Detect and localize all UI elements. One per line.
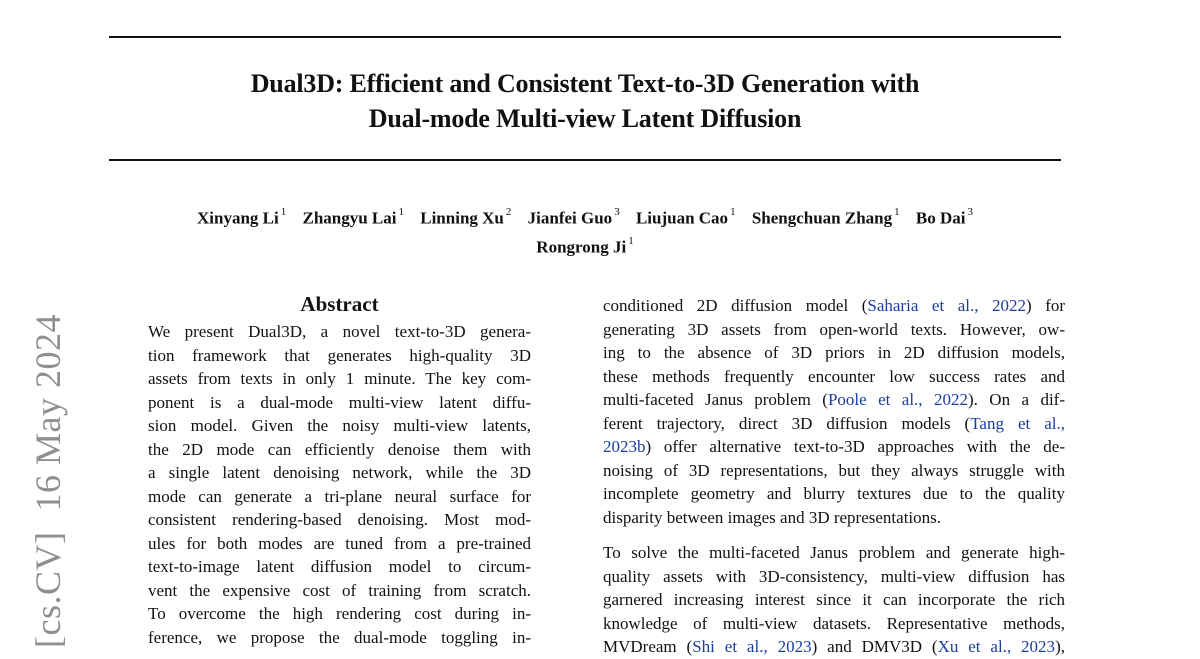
abstract-text bbox=[148, 320, 531, 649]
citation-link[interactable]: Poole et al., 2022 bbox=[827, 390, 968, 409]
citation-link[interactable]: Shi et al., 2023 bbox=[692, 637, 812, 656]
intro-paragraph-1 bbox=[603, 294, 1065, 529]
text-line: quality assets with 3D-consistency, multi-view diffusion has bbox=[603, 566, 1065, 586]
text-run: multi-faceted Janus problem ( bbox=[603, 390, 828, 409]
text-line: tion framework that generates high-quality 3D bbox=[148, 345, 531, 365]
author-name: Liujuan Cao bbox=[635, 208, 729, 228]
text-line: consistent rendering-based denoising. Most mod- bbox=[148, 510, 531, 529]
author-name: Xinyang Li bbox=[197, 208, 279, 228]
text-line bbox=[603, 435, 1065, 459]
text-line: generating 3D assets from open-world texts. However, ow- bbox=[603, 319, 1065, 339]
author-affiliation: 1 bbox=[628, 234, 634, 247]
author-name: Shengchuan Zhang bbox=[751, 208, 893, 228]
citation-link[interactable]: Xu et al., 2023 bbox=[937, 637, 1056, 656]
text-run: ). On a dif- bbox=[967, 390, 1066, 409]
text-line: text-to-image latent diffusion model to circum- bbox=[148, 557, 531, 576]
author-name: Rongrong Ji bbox=[536, 237, 627, 257]
text-line: the 2D mode can efficiently denoise them with bbox=[148, 439, 531, 459]
author bbox=[420, 202, 511, 231]
text-line: ules for both modes are tuned from a pre-trained bbox=[148, 533, 531, 553]
text-line: sion model. Given the noisy multi-view latents, bbox=[148, 416, 531, 435]
arxiv-category: [cs.CV] bbox=[28, 531, 68, 648]
abstract-section bbox=[148, 290, 531, 649]
author-name: Bo Dai bbox=[915, 208, 966, 228]
author bbox=[752, 202, 900, 231]
text-line: vent the expensive cost of training from scratch. bbox=[148, 580, 531, 600]
author-name: Linning Xu bbox=[420, 208, 504, 228]
text-line bbox=[603, 412, 1065, 436]
author bbox=[536, 231, 633, 260]
author-affiliation: 3 bbox=[967, 206, 973, 218]
text-line: incomplete geometry and blurry textures due to the quality bbox=[603, 484, 1065, 503]
title-line-2: Dual-mode Multi-view Latent Diffusion bbox=[368, 104, 802, 133]
text-line: To solve the multi-faceted Janus problem and generate high- bbox=[603, 543, 1065, 562]
citation-link[interactable]: Tang et al., bbox=[970, 413, 1066, 433]
paper-title bbox=[109, 66, 1061, 136]
text-run: ferent trajectory, direct 3D diffusion models ( bbox=[603, 413, 971, 433]
text-line: knowledge of multi-view datasets. Representative methods, bbox=[603, 613, 1065, 633]
text-run: ), bbox=[1055, 637, 1065, 656]
text-line bbox=[603, 635, 1065, 659]
text-line: garnered increasing interest since it can incorporate the rich bbox=[603, 590, 1065, 609]
arxiv-stamp bbox=[26, 314, 70, 648]
text-line bbox=[603, 388, 1065, 412]
author-affiliation: 1 bbox=[398, 206, 404, 218]
text-line: ing to the absence of 3D priors in 2D diffusion models, bbox=[603, 343, 1065, 362]
text-line: assets from texts in only 1 minute. The key com- bbox=[148, 369, 531, 388]
author bbox=[197, 202, 286, 231]
author-name: Zhangyu Lai bbox=[302, 208, 397, 228]
text-line: To overcome the high rendering cost during in- bbox=[148, 604, 531, 623]
author bbox=[302, 202, 404, 231]
text-run: conditioned 2D diffusion model ( bbox=[603, 296, 868, 315]
arxiv-date: 16 May 2024 bbox=[28, 314, 68, 512]
introduction-text bbox=[603, 294, 1065, 659]
text-line: ponent is a dual-mode multi-view latent diffu- bbox=[148, 392, 531, 412]
author-list bbox=[109, 202, 1061, 259]
title-line-1: Dual3D: Efficient and Consistent Text-to-3D Generation with bbox=[250, 69, 920, 98]
text-line bbox=[603, 294, 1065, 318]
author bbox=[916, 202, 973, 231]
title-rule-bottom bbox=[109, 159, 1061, 161]
author bbox=[528, 202, 620, 231]
author-name: Jianfei Guo bbox=[527, 208, 613, 228]
author-affiliation: 3 bbox=[614, 206, 620, 218]
author-affiliation: 1 bbox=[730, 206, 736, 218]
text-line: these methods frequently encounter low success rates and bbox=[603, 366, 1065, 386]
text-line: We present Dual3D, a novel text-to-3D genera- bbox=[148, 322, 531, 341]
text-line: noising of 3D representations, but they always struggle with bbox=[603, 460, 1065, 480]
citation-link[interactable]: Saharia et al., 2022 bbox=[867, 296, 1026, 315]
author bbox=[636, 202, 736, 231]
text-run: ) for bbox=[1026, 296, 1066, 315]
author-affiliation: 2 bbox=[505, 206, 512, 218]
author-affiliation: 1 bbox=[280, 206, 287, 218]
text-line: disparity between images and 3D representations. bbox=[603, 507, 942, 527]
intro-paragraph-2 bbox=[603, 541, 1065, 659]
text-line: mode can generate a tri-plane neural surface for bbox=[148, 486, 531, 506]
author-affiliation: 1 bbox=[894, 206, 900, 218]
title-rule-top bbox=[109, 36, 1061, 38]
text-run: MVDream ( bbox=[603, 637, 693, 656]
abstract-heading: Abstract bbox=[300, 292, 379, 316]
citation-link[interactable]: 2023b bbox=[603, 437, 646, 456]
text-run: ) and DMV3D ( bbox=[811, 637, 938, 656]
text-line: ference, we propose the dual-mode toggling in- bbox=[148, 627, 531, 647]
text-line: a single latent denoising network, while the 3D bbox=[148, 463, 531, 482]
text-run: ) offer alternative text-to-3D approaches with the de- bbox=[645, 437, 1065, 456]
